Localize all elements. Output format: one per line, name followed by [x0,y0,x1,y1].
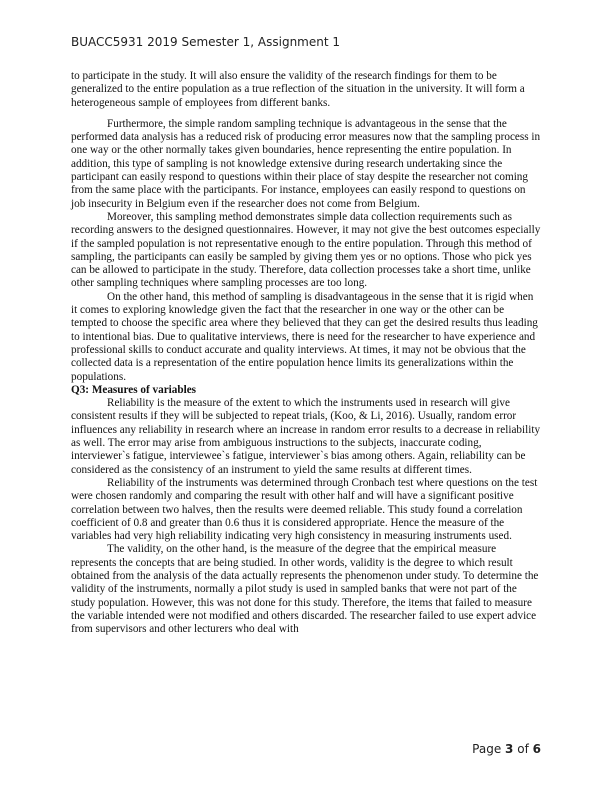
current-page-number: 3 [505,742,514,756]
document-body [71,70,541,636]
paragraph: Reliability of the instruments was determined through Cronbach test where questions on the test were chosen randomly and comparing the result with other half and will have a significant positive correlation between two halves, then the results were deemed reliable. This study found a correlation coefficient of 0.8 and greater than 0.6 thus it is considered appropriate. Hence the measure of the variables had very high reliability indicating very high consistency in measuring instruments used. [71,476,538,543]
paragraph: The validity, on the other hand, is the measure of the degree that the empirical measure represents the concepts that are being studied. In other words, validity is the degree to which result obtained from the analysis of the data actually represents the phenomenon under study. To determine the validity of the instruments, normally a pilot study is used in sampled banks that were not part of the study population. However, this was not done for this study. Therefore, the items that failed to measure the variable intended were not modified and others discarded. The researcher failed to use expert advice from supervisors and other lecturers who deal with [71,543,539,636]
page-word: Page [472,742,502,756]
paragraph: Furthermore, the simple random sampling technique is advantageous in the sense that the performed data analysis has a reduced risk of producing error measures now that the sampling process in one way or the other normally takes given boundaries, hence representing the entire population. In addition, this type of sampling is not knowledge extensive during research undertaking since the participant can easily respond to questions within their place of stay despite the researcher not coming from the same place with the participants. For instance, employees can easily respond to questions on job insecurity in Belgium even if the researcher does not come from Belgium. [71,117,541,210]
total-pages-number: 6 [532,742,541,756]
of-word: of [517,742,529,756]
page-footer [472,742,541,756]
paragraph: Reliability is the measure of the extent to which the instruments used in research will give consistent results if they will be subjected to repeat trials, (Koo, & Li, 2016). Usually, random error influences any reliability in research where an increase in random error results to a decrease in reliability as well. The error may arise from ambiguous instructions to the subjects, inaccurate coding, interviewer`s fatigue, interviewee`s fatigue, interviewer`s bias among others. Again, reliability can be considered as the consistency of an instrument to yield the same results at different times. [71,397,541,476]
section-heading: Q3: Measures of variables [71,383,197,396]
paragraph: Moreover, this sampling method demonstrates simple data collection requirements such as recording answers to the designed questionnaires. However, it may not give the best outcomes especially if the sampled population is not representative enough to the entire population. Through this method of sampling, the participants can easily be sampled by giving them yes or no options. Those who pick yes can be allowed to participate in the study. Therefore, data collection processes take a short time, unlike other sampling techniques where sampling processes are too long. [71,210,541,290]
paragraph: to participate in the study. It will also ensure the validity of the research findings for them to be generalized to the entire population as a true reflection of the situation in the university. It will form a heterogeneous sample of employees from different banks. [71,70,525,109]
page-header: BUACC5931 2019 Semester 1, Assignment 1 [71,35,341,49]
paragraph: On the other hand, this method of sampling is disadvantageous in the sense that it is rigid when it comes to exploring knowledge given the fact that the researcher in one way or the other can be tempted to choose the specific area where they believed that they can get the desired results thus leading to intentional bias. Due to qualitative interviews, there is need for the researcher to have experience and professional skills to conduct accurate and quality interviews. At times, it may not be obvious that the collected data is a representation of the entire population hence limits its generalizations within the populations. [71,290,538,383]
